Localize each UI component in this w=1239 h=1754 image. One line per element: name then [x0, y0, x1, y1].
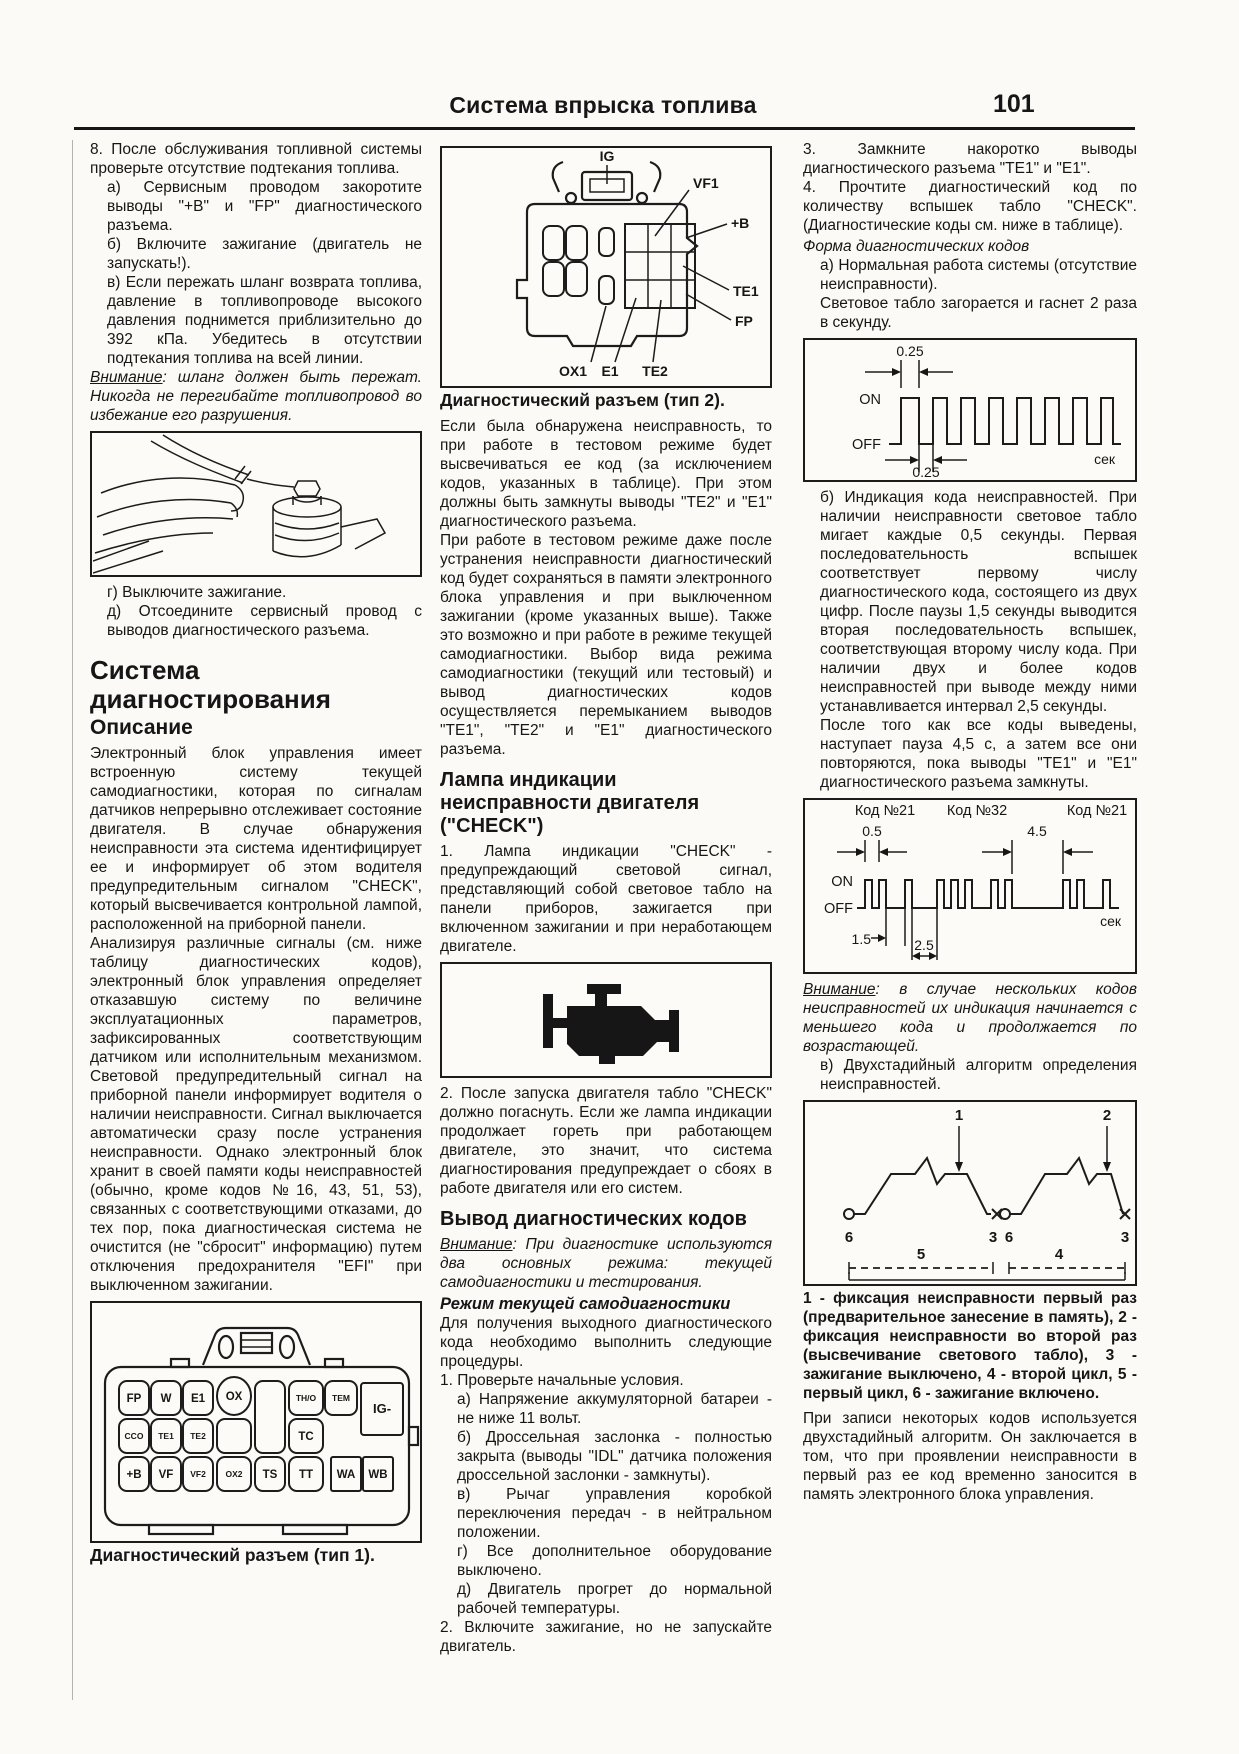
- two-stage-algorithm-diagram: [807, 1102, 1134, 1284]
- pin-label: VF2: [189, 1469, 206, 1479]
- item-a2: Световое табло загорается и гаснет 2 раза в секунду.: [820, 295, 1137, 331]
- warning-text: : в случае нескольких кодов неисправностей их индикация начинается с меньшего кода и продолжается по возрастающей.: [803, 981, 1137, 1055]
- item-8b: б) Включите зажигание (двигатель не запускать!).: [107, 236, 422, 272]
- figure-hose-pinch: [90, 431, 422, 577]
- wave-codes-diagram: [807, 800, 1134, 972]
- pin-label-ig: IG: [599, 148, 614, 164]
- figure-connector-type1: [90, 1301, 422, 1543]
- item-v: в) Двухстадийный алгоритм определения неисправностей.: [820, 1057, 1137, 1093]
- column-middle: [440, 140, 772, 1656]
- num-3-second: 3: [1120, 1229, 1129, 1246]
- figure-check-engine: [440, 962, 772, 1078]
- item-8v: в) Если пережать шланг возврата топлива, давление в топливопроводе высокого давления поднимется приблизительно до 392 кПа. Убедитесь в отсутствии подтекания топлива на всей линии.: [107, 274, 422, 367]
- item-8d: д) Отсоедините сервисный провод с выводов диагностического разъема.: [107, 603, 422, 639]
- lamp-paragraph-2: 2. После запуска двигателя табло "CHECK" должно погаснуть. Если же лампа индикации продолжает гореть при работающем двигателе, это значит, что система диагностирования предупреждает о сбоях в работе двигателя или его систем.: [440, 1085, 772, 1197]
- sec-label: сек: [1099, 913, 1121, 929]
- dim-45: 4.5: [1026, 823, 1047, 839]
- hose-pinch-illustration: [93, 433, 420, 575]
- warning-diagnostics: [440, 1235, 772, 1292]
- pin-label: TEM: [331, 1393, 350, 1403]
- mark-2: 2: [1102, 1107, 1111, 1124]
- mode-heading: Режим текущей самодиагностики: [440, 1295, 731, 1313]
- warning-text: : шланг должен быть пережат. Никогда не перегибайте топливопровод во избежание его разрушения.: [90, 369, 422, 424]
- dim-top: 0.25: [895, 343, 924, 359]
- pin-label: TH/O: [295, 1393, 316, 1403]
- step-1a: а) Напряжение аккумуляторной батареи - не ниже 11 вольт.: [457, 1391, 772, 1427]
- item-8: 8. После обслуживания топливной системы проверьте отсутствие подтекания топлива.: [90, 141, 422, 177]
- test-mode-paragraph-1: Если была обнаружена неисправность, то при работе в тестовом режиме будет высвечиваться ее код (за исключением кодов, указанных в таблице). При этом должны быть замкнуты выводы "TE2" и "E1" диагностического разъема.: [440, 418, 772, 530]
- pin-label: OX: [225, 1391, 242, 1403]
- num-4: 4: [1054, 1246, 1063, 1263]
- pin-label-ox1: OX1: [558, 363, 587, 379]
- sec-label: сек: [1093, 451, 1115, 467]
- figure-two-stage-algorithm: [803, 1100, 1137, 1286]
- warning-label: Внимание: [90, 369, 163, 386]
- codes-form-heading: Форма диагностических кодов: [803, 238, 1030, 255]
- item-4: 4. Прочтите диагностический код по количеству вспышек табло "CHECK". (Диагностические коды см. ниже в таблице).: [803, 179, 1137, 234]
- pin-label-te2: TE2: [641, 363, 668, 379]
- mode-intro: Для получения выходного диагностического кода необходимо выполнить следующие процедуры.: [440, 1315, 772, 1370]
- item-b: б) Индикация кода неисправностей. При наличии неисправности световое табло мигает каждые 0,5 секунды. Первая последовательность вспышек соответствует первому числу диагностического кода, состоящего из двух цифр. После паузы 1,5 секунды выводится вторая последовательность вспышек, соответствующая второму числу кода. При наличии двух и более кодов неисправностей при выводе между ними устанавливается интервал 2,5 секунды.: [820, 489, 1137, 715]
- pin-label-wa: WA: [336, 1469, 355, 1481]
- off-label: OFF: [851, 437, 881, 453]
- pin-label-ig: IG-: [372, 1401, 391, 1416]
- pin-label: TE1: [157, 1431, 174, 1441]
- num-3-first: 3: [988, 1229, 997, 1246]
- wave-normal-diagram: [807, 340, 1134, 480]
- lamp-heading: Лампа индикации неисправности двигателя ("CHECK"): [440, 769, 700, 837]
- pin-label-e1: E1: [600, 363, 619, 379]
- code-label-2: Код №32: [946, 803, 1007, 819]
- on-label: ON: [858, 392, 881, 408]
- pin-label-wb: WB: [367, 1469, 388, 1481]
- algorithm-legend: 1 - фиксация неисправности первый раз (предварительное занесение в память), 2 - фиксация неисправности во второй раз (высвечивание светового табло), 3 - зажигание выключено, 4 - второй цикл, 5 - первый цикл, 6 - зажигание включено.: [803, 1290, 1137, 1402]
- num-5: 5: [916, 1246, 925, 1263]
- pin-label: TT: [298, 1469, 313, 1481]
- connector-type2-caption: Диагностический разъем (тип 2).: [440, 390, 725, 410]
- pin-label: OX2: [224, 1469, 243, 1479]
- lamp-paragraph-1: 1. Лампа индикации "CHECK" - предупреждающий световой сигнал, представляющий собой световое табло на панели приборов, зажигается при включенном зажигании и при неработающем двигателе.: [440, 843, 772, 955]
- pin-label: TC: [297, 1431, 314, 1443]
- step-2: 2. Включите зажигание, но не запускайте двигатель.: [440, 1619, 772, 1655]
- pin-label: TS: [262, 1469, 277, 1481]
- item-3: 3. Замкните накоротко выводы диагностического разъема "TE1" и "E1".: [803, 141, 1137, 177]
- item-8a: а) Сервисным проводом закоротите выводы "+B" и "FP" диагностического разъема.: [107, 179, 422, 234]
- num-6-second: 6: [1004, 1229, 1013, 1246]
- warning-label: Внимание: [440, 1236, 513, 1253]
- pin-label: W: [160, 1393, 171, 1405]
- step-1g: г) Все дополнительное оборудование выключено.: [457, 1543, 772, 1579]
- pin-label: FP: [126, 1393, 141, 1405]
- pin-label: CCO: [124, 1431, 143, 1441]
- pin-label-vf1: VF1: [692, 175, 719, 191]
- step-1b: б) Дроссельная заслонка - полностью закрыта (выводы "IDL" датчика положения дроссельной заслонки - замкнуты).: [457, 1429, 772, 1484]
- item-b2: После того как все коды выведены, наступает пауза 4,5 с, а затем все они повторяются, пока выводы "TE1" и "E1" диагностического разъема замкнуты.: [820, 717, 1137, 791]
- pin-label-te1: TE1: [732, 283, 759, 299]
- dim-bottom: 0.25: [911, 464, 940, 480]
- pin-label: +B: [125, 1469, 142, 1481]
- warning-multiple-codes: [803, 980, 1137, 1056]
- pin-label: VF: [158, 1469, 173, 1481]
- section-title: Система диагностирования: [90, 655, 331, 714]
- description-paragraph-2: Анализируя различные сигналы (см. ниже таблицу диагностических кодов), электронный блок управления определяет отказавшую систему по величине эксплуатационных параметров, зафиксированных соответствующим датчиком или исполнительным механизмом. Световой предупредительный сигнал на приборной панели информирует водителя о наличии неисправности. Сигнал выключается автоматически сразу после устранения неисправности. Однако электронный блок хранит в своей памяти коды неисправностей (обычно, кроме кодов №16, 43, 51, 53), связанных с соответствующими отказами, до тех пор, пока диагностическая система не очистится (не "сбросит" информацию) путем отключения предохранителя "EFI" при выключенном зажигании.: [90, 935, 422, 1294]
- connector-type1-diagram: [93, 1303, 420, 1541]
- step-1v: в) Рычаг управления коробкой переключения передач - в нейтральном положении.: [457, 1486, 772, 1541]
- pin-label-plus-b: +B: [730, 215, 749, 231]
- connector-type2-diagram: [443, 148, 770, 386]
- test-mode-paragraph-2: При работе в тестовом режиме даже после устранения неисправности диагностический код будет сохраняться в памяти электронного блока управления и при выключенном зажигании (кроме указанных выше). Также это возможно и при работе в режиме текущей самодиагностики. Выбор вида режима самодиагностики (текущий или тестовый) и вывод диагностических кодов осуществляется перемыканием выводов "TE1", "TE2" и "E1" диагностического разъема.: [440, 532, 772, 758]
- code-label-3: Код №21: [1066, 803, 1127, 819]
- subsection-title: Описание: [90, 716, 193, 739]
- on-label: ON: [830, 874, 853, 890]
- connector-type1-caption: Диагностический разъем (тип 1).: [90, 1545, 375, 1565]
- pin-label-fp: FP: [734, 313, 753, 329]
- code-label-1: Код №21: [854, 803, 915, 819]
- check-engine-icon: [443, 964, 770, 1076]
- warning-fuel-hose: [90, 368, 422, 425]
- column-right: [803, 140, 1137, 1504]
- description-paragraph-1: Электронный блок управления имеет встроенную систему текущей самодиагностики, которая по сигналам датчиков непрерывно отслеживает состояние двигателя. В случае обнаружения неисправности эта система идентифицирует ее и информирует об этом водителя предупредительным сигналом "CHECK", который высвечивается контрольной лампой, расположенной на приборной панели.: [90, 745, 422, 933]
- page-title: Система впрыска топлива: [449, 92, 757, 118]
- item-a: а) Нормальная работа системы (отсутствие неисправности).: [820, 257, 1137, 293]
- scan-edge-line: [72, 140, 73, 1700]
- step-1: 1. Проверьте начальные условия.: [440, 1372, 684, 1389]
- codes-heading: Вывод диагностических кодов: [440, 1208, 747, 1230]
- figure-connector-type2: [440, 146, 772, 388]
- dim-25: 2.5: [913, 937, 934, 953]
- figure-wave-codes: [803, 798, 1137, 974]
- mark-1: 1: [954, 1107, 963, 1124]
- figure-wave-normal: [803, 338, 1137, 482]
- final-paragraph: При записи некоторых кодов используется двухстадийный алгоритм. Он заключается в том, что при проявлении неисправности в первый раз ее код временно заносится в память электронного блока управления.: [803, 1410, 1137, 1503]
- num-6-first: 6: [844, 1229, 853, 1246]
- header-rule: [74, 127, 1135, 130]
- dim-15: 1.5: [851, 931, 871, 947]
- warning-label: Внимание: [803, 981, 876, 998]
- column-left: [90, 140, 422, 1572]
- step-1d: д) Двигатель прогрет до нормальной рабочей температуры.: [457, 1581, 772, 1617]
- pin-label: TE2: [189, 1431, 206, 1441]
- item-8g: г) Выключите зажигание.: [107, 584, 287, 601]
- dim-05: 0.5: [861, 823, 882, 839]
- warning-text: : При диагностике используются два основных режима: текущей самодиагностики и тестирования.: [440, 1236, 772, 1291]
- off-label: OFF: [823, 901, 853, 917]
- pin-label: E1: [190, 1393, 205, 1405]
- page-number: 101: [993, 90, 1035, 118]
